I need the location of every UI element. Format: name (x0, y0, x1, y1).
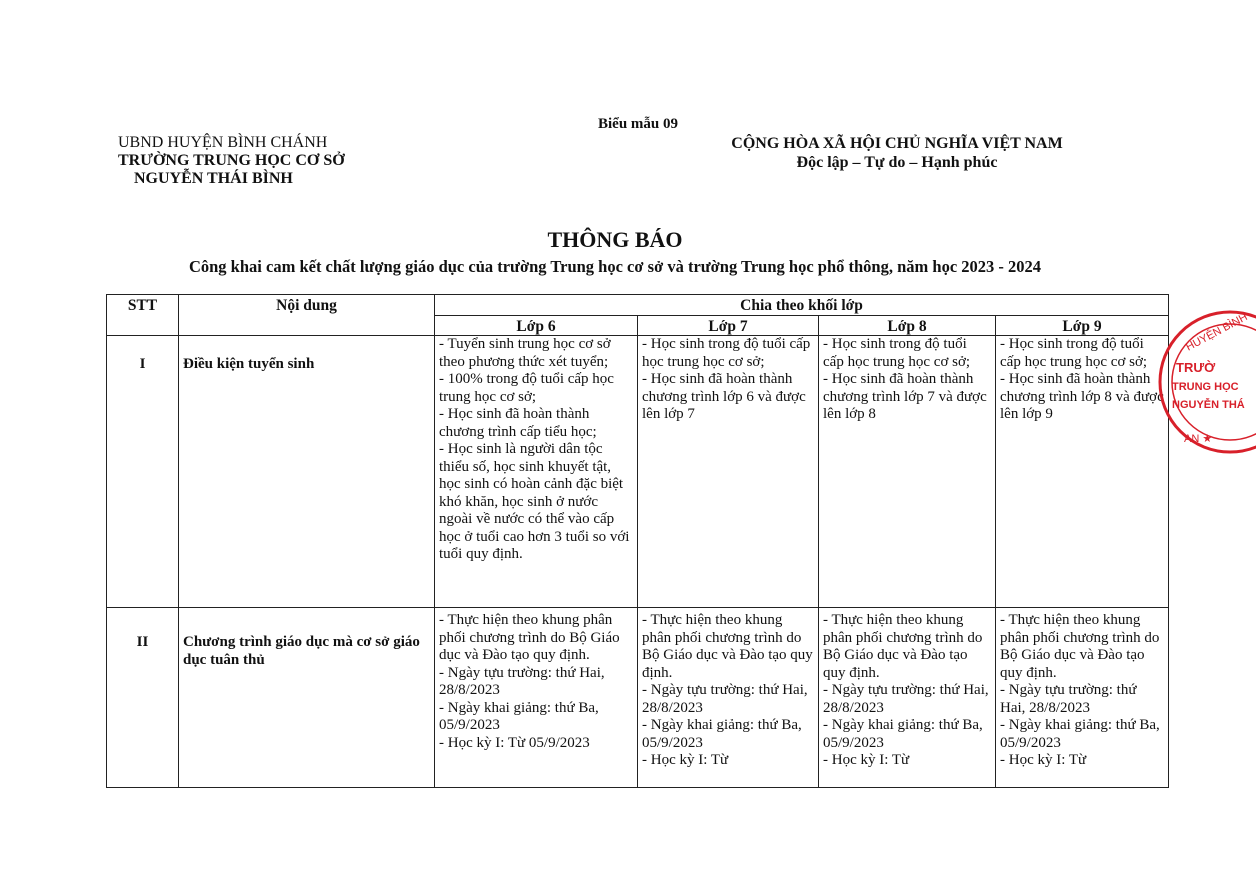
header-stt: STT (107, 295, 179, 336)
row-cell-grade-6 (435, 608, 638, 788)
svg-text:HUYỆN BÌNH: HUYỆN BÌNH (1183, 311, 1250, 354)
row-cell-grade-9 (996, 608, 1169, 788)
header-grade-7: Lớp 7 (638, 315, 819, 336)
row-content: Điều kiện tuyển sinh (179, 336, 435, 608)
cell-text: - Thực hiện theo khung phân phối chương trình do Bộ Giáo dục và Đào tạo quy định. - Ngày tựu trường: thứ Hai, 28/8/2023 - Ngày khai giảng: thứ Ba, 05/9/2023 - Học kỳ I: Từ (823, 612, 989, 768)
form-label: Biểu mẫu 09 (598, 116, 679, 132)
cell-text: - Thực hiện theo khung phân phối chương trình do Bộ Giáo dục và Đào tạo quy định. - Ngày tựu trường: thứ Hai, 28/8/2023 - Ngày khai giảng: thứ Ba, 05/9/2023 - Học kỳ I: Từ (1000, 612, 1160, 768)
row-cell-grade-9 (996, 336, 1169, 608)
cell-text: - Học sinh trong độ tuổi cấp học trung học cơ sở; - Học sinh đã hoàn thành chương trình lớp 8 và được lên lớp 9 (1000, 336, 1164, 422)
header-grade-9: Lớp 9 (996, 315, 1169, 336)
header-grade-8: Lớp 8 (819, 315, 996, 336)
document-subtitle: Công khai cam kết chất lượng giáo dục của trường Trung học cơ sở và trường Trung học phổ thông, năm học 2023 - 2024 (188, 257, 1042, 276)
header-grade-group: Chia theo khối lớp (435, 295, 1169, 316)
header-grade-6: Lớp 6 (435, 315, 638, 336)
school-seal-stamp (1144, 308, 1256, 456)
issuer-line-1: UBND HUYỆN BÌNH CHÁNH (118, 134, 328, 151)
national-header (722, 134, 1072, 172)
cell-text: - Tuyển sinh trung học cơ sở theo phương thức xét tuyển; - 100% trong độ tuổi cấp học trung học cơ sở; - Học sinh đã hoàn thành chương trình cấp tiểu học; - Học sinh là người dân tộc thiểu số, học sinh khuyết tật, học sinh có hoàn cảnh đặc biệt khó khăn, học sinh ở nước ngoài về nước có thể vào cấp học ở tuổi cao hơn 3 tuổi so với tuổi quy định. (439, 336, 630, 562)
cell-text: - Thực hiện theo khung phân phối chương trình do Bộ Giáo dục và Đào tạo quy định. - Ngày tựu trường: thứ Hai, 28/8/2023 - Ngày khai giảng: thứ Ba, 05/9/2023 - Học kỳ I: Từ (642, 612, 813, 768)
cell-text: - Học sinh trong độ tuổi cấp học trung học cơ sở; - Học sinh đã hoàn thành chương trình lớp 6 và được lên lớp 7 (642, 336, 811, 422)
row-cell-grade-7 (638, 336, 819, 608)
row-stt: II (107, 608, 179, 788)
row-cell-grade-8 (819, 336, 996, 608)
document-title: THÔNG BÁO (547, 227, 683, 252)
issuer-header (118, 134, 345, 188)
issuer-line-2: TRƯỜNG TRUNG HỌC CƠ SỞ (118, 152, 345, 169)
issuer-line-3: NGUYỄN THÁI BÌNH (134, 170, 293, 187)
svg-text:AN ★: AN ★ (1184, 433, 1213, 445)
table-row (107, 608, 1169, 788)
svg-text:NGUYỄN THÁ: NGUYỄN THÁ (1172, 399, 1245, 411)
header-content: Nội dung (179, 295, 435, 336)
national-motto-1: CỘNG HÒA XÃ HỘI CHỦ NGHĨA VIỆT NAM (731, 135, 1063, 152)
table-row (107, 336, 1169, 608)
cell-text: - Học sinh trong độ tuổi cấp học trung học cơ sở; - Học sinh đã hoàn thành chương trình lớp 7 và được lên lớp 8 (823, 336, 987, 422)
svg-text:TRƯỜ: TRƯỜ (1176, 360, 1216, 375)
row-cell-grade-7 (638, 608, 819, 788)
national-motto-2: Độc lập – Tự do – Hạnh phúc (796, 154, 998, 171)
cell-text: - Thực hiện theo khung phân phối chương trình do Bộ Giáo dục và Đào tạo quy định. - Ngày tựu trường: thứ Hai, 28/8/2023 - Ngày khai giảng: thứ Ba, 05/9/2023 - Học kỳ I: Từ 05/9/2023 (439, 612, 620, 751)
svg-text:TRUNG HỌC: TRUNG HỌC (1172, 381, 1239, 393)
row-cell-grade-6 (435, 336, 638, 608)
commitment-table (106, 294, 1169, 788)
row-stt: I (107, 336, 179, 608)
row-content: Chương trình giáo dục mà cơ sở giáo dục tuân thủ (179, 608, 435, 788)
row-cell-grade-8 (819, 608, 996, 788)
